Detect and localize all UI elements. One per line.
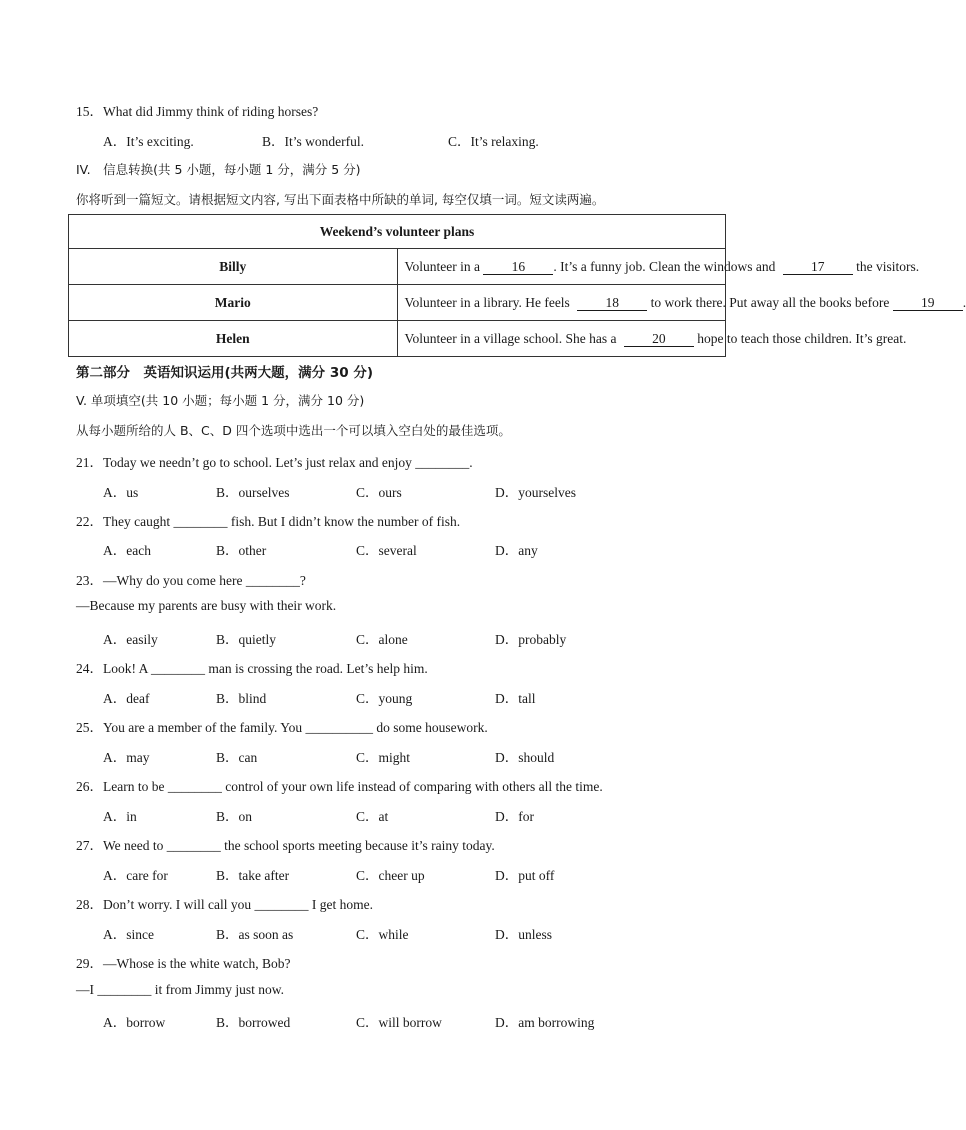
- question-23-option-b[interactable]: B．quietly: [216, 632, 276, 647]
- question-24-option-d[interactable]: D．tall: [495, 691, 536, 706]
- row-content-helen: [397, 321, 907, 357]
- question-22-option-b[interactable]: B．other: [216, 543, 267, 558]
- question-23-option-a[interactable]: A．easily: [103, 632, 158, 647]
- row-text: hope to teach those children. It’s great.: [697, 330, 907, 346]
- volunteer-plans-table: [68, 214, 966, 357]
- answer-blank-18[interactable]: 18: [577, 295, 647, 311]
- question-15-option-b[interactable]: B．It’s wonderful.: [262, 134, 364, 149]
- question-21-stem: 21．Today we needn’t go to school. Let’s just relax and enjoy ________.: [76, 455, 473, 470]
- question-23-stem: 23．—Why do you come here ________?: [76, 573, 306, 588]
- question-25-option-a[interactable]: A．may: [103, 750, 150, 765]
- row-text: Volunteer in a library. He feels: [404, 294, 570, 310]
- question-15-option-a[interactable]: A．It’s exciting.: [103, 134, 194, 149]
- question-28-stem: 28．Don’t worry. I will call you ________ I get home.: [76, 897, 373, 912]
- section-5-heading: V. 单项填空(共 10 小题；每小题 1 分，满分 10 分): [76, 393, 365, 408]
- question-21-option-d[interactable]: D．yourselves: [495, 485, 576, 500]
- question-28-option-b[interactable]: B．as soon as: [216, 927, 294, 942]
- row-text: to work there. Put away all the books before: [650, 294, 890, 310]
- part-2-heading: 第二部分 英语知识运用(共两大题，满分 30 分): [76, 365, 374, 381]
- table-row: [69, 249, 726, 285]
- answer-blank-20[interactable]: 20: [624, 331, 694, 347]
- section-4-instruction: 你将听到一篇短文。请根据短文内容, 写出下面表格中所缺的单词, 每空仅填一词。短文读两遍。: [76, 192, 605, 207]
- question-25-option-d[interactable]: D．should: [495, 750, 555, 765]
- question-21-option-c[interactable]: C．ours: [356, 485, 402, 500]
- question-28-option-a[interactable]: A．since: [103, 927, 154, 942]
- question-22-option-d[interactable]: D．any: [495, 543, 538, 558]
- question-21-option-b[interactable]: B．ourselves: [216, 485, 290, 500]
- question-24-stem: 24．Look! A ________ man is crossing the road. Let’s help him.: [76, 661, 428, 676]
- question-28-option-c[interactable]: C．while: [356, 927, 409, 942]
- question-25-option-c[interactable]: C．might: [356, 750, 411, 765]
- row-content-mario: [397, 285, 966, 321]
- question-29-option-d[interactable]: D．am borrowing: [495, 1015, 595, 1030]
- answer-blank-16[interactable]: 16: [483, 259, 553, 275]
- question-26-stem: 26．Learn to be ________ control of your own life instead of comparing with others all the time.: [76, 779, 603, 794]
- question-29-option-a[interactable]: A．borrow: [103, 1015, 166, 1030]
- row-text: Volunteer in a village school. She has a: [404, 330, 617, 346]
- question-24-option-a[interactable]: A．deaf: [103, 691, 150, 706]
- question-26-option-c[interactable]: C．at: [356, 809, 389, 824]
- question-21-option-a[interactable]: A．us: [103, 485, 139, 500]
- row-name-mario: Mario: [69, 285, 398, 321]
- question-22-option-c[interactable]: C．several: [356, 543, 417, 558]
- question-15-stem: 15．What did Jimmy think of riding horses?: [76, 104, 319, 119]
- section-5-instruction: 从每小题所给的人 B、C、D 四个选项中选出一个可以填入空白处的最佳选项。: [76, 423, 511, 438]
- question-24-option-c[interactable]: C．young: [356, 691, 413, 706]
- answer-blank-17[interactable]: 17: [783, 259, 853, 275]
- question-26-option-b[interactable]: B．on: [216, 809, 253, 824]
- row-text: . It’s a funny job. Clean the windows and: [553, 258, 776, 274]
- question-22-option-a[interactable]: A．each: [103, 543, 151, 558]
- row-text: the visitors.: [856, 258, 920, 274]
- question-27-option-d[interactable]: D．put off: [495, 868, 555, 883]
- row-name-helen: Helen: [69, 321, 398, 357]
- question-27-option-b[interactable]: B．take after: [216, 868, 290, 883]
- table-row: [69, 285, 726, 321]
- question-29-option-c[interactable]: C．will borrow: [356, 1015, 442, 1030]
- question-25-stem: 25．You are a member of the family. You __________ do some housework.: [76, 720, 488, 735]
- question-23-option-d[interactable]: D．probably: [495, 632, 567, 647]
- question-27-option-a[interactable]: A．care for: [103, 868, 168, 883]
- section-4-heading: IV. 信息转换(共 5 小题，每小题 1 分，满分 5 分): [76, 162, 361, 177]
- question-22-stem: 22．They caught ________ fish. But I didn’t know the number of fish.: [76, 514, 461, 529]
- row-text: Volunteer in a: [404, 258, 480, 274]
- table-row: [69, 321, 726, 357]
- question-28-option-d[interactable]: D．unless: [495, 927, 552, 942]
- question-23-stem-response: —Because my parents are busy with their work.: [76, 598, 337, 613]
- question-25-option-b[interactable]: B．can: [216, 750, 258, 765]
- question-26-option-d[interactable]: D．for: [495, 809, 534, 824]
- question-26-option-a[interactable]: A．in: [103, 809, 137, 824]
- table-title-row: [69, 215, 726, 249]
- question-29-stem-response: —I ________ it from Jimmy just now.: [76, 982, 284, 997]
- row-name-billy: Billy: [69, 249, 398, 285]
- question-27-option-c[interactable]: C．cheer up: [356, 868, 425, 883]
- question-15-option-c[interactable]: C．It’s relaxing.: [448, 134, 539, 149]
- answer-blank-19[interactable]: 19: [893, 295, 963, 311]
- question-27-stem: 27．We need to ________ the school sports meeting because it’s rainy today.: [76, 838, 495, 853]
- row-content-billy: [397, 249, 920, 285]
- table-title: Weekend’s volunteer plans: [69, 215, 726, 249]
- question-29-option-b[interactable]: B．borrowed: [216, 1015, 291, 1030]
- question-23-option-c[interactable]: C．alone: [356, 632, 408, 647]
- question-24-option-b[interactable]: B．blind: [216, 691, 267, 706]
- row-text: .: [962, 294, 966, 310]
- question-29-stem: 29．—Whose is the white watch, Bob?: [76, 956, 291, 971]
